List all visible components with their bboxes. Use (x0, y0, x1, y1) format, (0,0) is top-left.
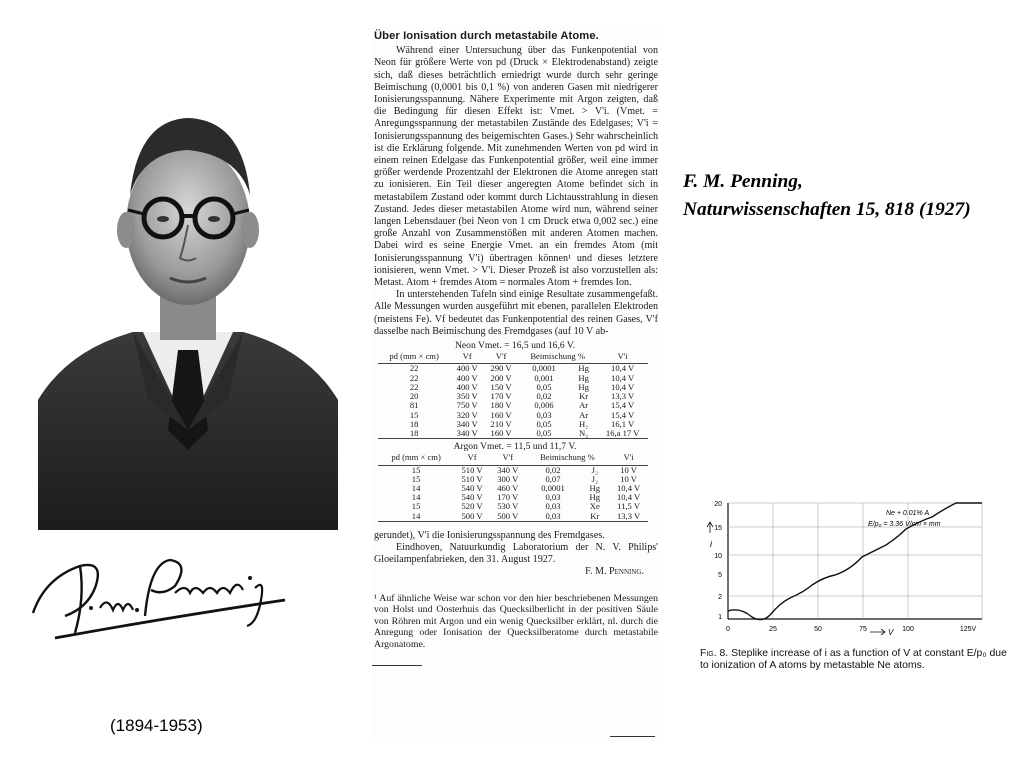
table-row (378, 383, 648, 392)
table-cell: 20 (409, 391, 419, 402)
article-paragraph-1: Während einer Untersuchung über das Funkenpotential von Neon für größere Werte von pd (Druck × Elektrodenabstand) zeigte sich, daß dieses beträchtlich erniedrigt wurde durch sehr geringe Beimischung (0,0001 bis 0,1 %) von anderen Gasen mit niedrigerer Ionisierungsspannung. Nähere Experimente mit Argon zeigten, daß die Bedingung für diesen Effekt ist: Vmet. > V'i. (Vmet. = Anregungsspannung der metastabilen Zustände des Edelgases; V'i = Ionisierungsspannung des beigemischten Gases.) Sehr wahrscheinlich ist die Erklärung folgende. Mit zunehmenden Werten von pd wird in einem reinen Edelgase das Funkenpotential größer, weil eine immer größer werdende Prozentzahl der Elektronen die Atome anregen statt zu ionisieren. Ein Teil dieser angeregten Atome befindet sich in metastabilem Zustand oder kommt durch Lichtausstrahlung in diesen Zustand. Jedes dieser metastabilen Atome wird nun, während seiner langen Lebensdauer (bei Neon von 1 cm Druck etwa 0,002 sec.) eine große Anzahl von Zusammenstößen mit anderen Atomen machen. Dabei wird es seine Energie Vmet. an ein fremdes Atom (mit Ionisierungsspannung V'i) übertragen können¹ und dieses letztere ionisieren, wenn Vmet. > V'i. Dieser Prozeß ist also vorzustellen als: Metast. Atom + fremdes Atom = normales Atom + fremdes Ion. (374, 45, 658, 289)
table-cell: 510 V (461, 464, 483, 475)
table-cell: 15 (411, 464, 421, 475)
x-tick-0: 0 (726, 626, 730, 633)
col-beimischung: Beimischung % (526, 453, 610, 465)
x-tick-25: 25 (769, 626, 777, 633)
table-cell: 10,4 V (616, 482, 641, 493)
table-row (378, 429, 648, 439)
y-tick-1: 1 (718, 614, 722, 621)
figure-caption-label: Fig. 8. (700, 648, 729, 659)
table-cell: 530 V (497, 501, 519, 512)
lifespan-label: (1894-1953) (110, 716, 203, 735)
table-cell: 160 V (490, 409, 512, 420)
end-rule (610, 736, 655, 737)
table-row (378, 374, 648, 383)
figure-caption (700, 648, 1010, 672)
signature-image (25, 538, 295, 648)
y-tick-20: 20 (714, 501, 722, 508)
table-cell: 170 V (490, 391, 512, 402)
table-cell: 0,0001 (532, 363, 556, 374)
table-cell: 22 (409, 381, 419, 392)
table-cell: Kr (579, 391, 589, 402)
table-cell: N₂ (570, 429, 597, 439)
table-cell: 750 V (456, 400, 478, 411)
table-cell: 400 V (456, 363, 478, 374)
table-cell: 510 V (461, 473, 483, 484)
table-cell: Ar (579, 400, 589, 411)
y-tick-2: 2 (718, 594, 722, 601)
table-cell: 210 V (490, 418, 512, 429)
table-cell: 500 V (490, 512, 526, 522)
table-cell: 0,05 (518, 429, 570, 439)
article-paragraph-3: gerundet), V'i die Ionisierungsspannung des Fremdgases. (374, 529, 605, 541)
table-cell: H₂ (579, 418, 589, 429)
table-cell: 540 V (461, 492, 483, 503)
x-tick-50: 50 (814, 626, 822, 633)
table-cell: Ar (579, 409, 589, 420)
table-cell: 200 V (490, 372, 512, 383)
x-tick-75: 75 (859, 626, 867, 633)
table-cell: J₂ (591, 464, 598, 475)
col-pd: pd (mm × cm) (378, 453, 454, 465)
footnote-rule (372, 665, 422, 666)
table-cell: 0,0001 (541, 482, 565, 493)
table-cell: 0,07 (545, 473, 561, 484)
table-cell: 10,4 V (611, 372, 635, 383)
col-vi-prime: V'i (597, 352, 648, 364)
legend-field-ratio: E/p₀ = 3.36 V/cm × mm (868, 521, 941, 528)
table-row (378, 401, 648, 410)
table-row (378, 411, 648, 420)
article-title: Über Ionisation durch metastabile Atome. (374, 30, 599, 42)
col-vi-prime: V'i (609, 453, 648, 465)
y-tick-15: 15 (714, 525, 722, 532)
table-cell: 10 V (620, 473, 637, 484)
col-vf-prime: V'f (484, 352, 518, 364)
table-cell: Hg (578, 372, 589, 383)
table-cell: 290 V (490, 363, 512, 374)
table-cell: 160 V (484, 429, 518, 439)
table-cell: Hg (589, 492, 601, 503)
x-axis-arrow-icon (870, 629, 885, 635)
article-paragraph-2: In unterstehenden Tafeln sind einige Resultate zusammengefaßt. Alle Messungen wurden ausgeführt mit ebenen, parallelen Elektroden (meistens Fe). Vf bedeutet das Funkenpotential des reinen Gases, V'f dasselbe nach Beimischung des Fremdgases (auf 10 V ab- (374, 289, 658, 337)
article-paragraph-4: Eindhoven, Natuurkundig Laboratorium der N. V. Philips' Gloeilampenfabrieken, den 31. August 1927. (374, 541, 658, 566)
table-cell: 340 V (456, 418, 478, 429)
table-cell: 320 V (456, 409, 478, 420)
table-cell: 150 V (490, 381, 512, 392)
table-cell: 340 V (450, 429, 484, 439)
table-row (378, 512, 648, 522)
table-cell: 14 (411, 492, 421, 503)
neon-table (378, 352, 648, 439)
table-cell: 10,4 V (611, 363, 635, 374)
citation-journal: Naturwissenschaften 15, 818 (1927) (683, 199, 971, 220)
legend-gas-mix: Ne + 0.01% A (886, 510, 930, 517)
table-cell: 300 V (497, 473, 519, 484)
table-cell: 18 (378, 429, 450, 439)
y-axis-arrow-icon (707, 522, 713, 533)
col-vf-prime: V'f (490, 453, 526, 465)
table-cell: 340 V (497, 464, 519, 475)
table-cell: 0,05 (536, 418, 552, 429)
table-cell: 22 (409, 372, 419, 383)
table-cell: 14 (411, 482, 421, 493)
table-cell: 16,1 V (611, 418, 635, 429)
citation (683, 168, 1023, 224)
col-vf: Vf (450, 352, 484, 364)
table-cell: 13,3 V (611, 391, 635, 402)
y-tick-5: 5 (718, 572, 722, 579)
y-tick-10: 10 (714, 553, 722, 560)
table-cell: 15,4 V (611, 400, 635, 411)
table-cell: 0,03 (545, 492, 561, 503)
argon-table (378, 453, 648, 521)
table-cell: 520 V (461, 501, 483, 512)
table-row (378, 392, 648, 401)
table-cell: 0,02 (536, 391, 552, 402)
table-cell: 0,05 (536, 381, 552, 392)
table-cell: 540 V (461, 482, 483, 493)
citation-author: F. M. Penning, (683, 171, 803, 192)
table-cell: 0,001 (534, 372, 554, 383)
table-cell: 11,5 V (617, 501, 641, 512)
table-cell: 10 V (620, 464, 637, 475)
table-cell: Xe (589, 501, 600, 512)
table-cell: 180 V (490, 400, 512, 411)
table-cell: Kr (580, 512, 609, 522)
table-cell: 350 V (456, 391, 478, 402)
article-author: F. M. Penning. (585, 566, 644, 578)
table-cell: 400 V (456, 372, 478, 383)
portrait-photo (38, 100, 338, 530)
y-axis-label: i (710, 539, 712, 549)
table-cell: Hg (589, 482, 601, 493)
table-row (378, 364, 648, 374)
table-cell: 13,3 V (609, 512, 648, 522)
col-beimischung: Beimischung % (518, 352, 597, 364)
table-cell: 0,03 (545, 501, 561, 512)
article-footnote: ¹ Auf ähnliche Weise war schon vor den hier beschriebenen Messungen von Holst und Oosterhuis das Quecksilberlicht in der positiven Säule von Röhren mit Argon und ein wenig Quecksilber erklärt, nl. durch die Anregung oder Ionisation der Quecksilberatome durch metastabile Argonatome. (374, 592, 658, 650)
table-cell: 15 (411, 473, 421, 484)
table-cell: 500 V (454, 512, 490, 522)
table-cell: 16,a 17 V (597, 429, 648, 439)
x-tick-100: 100 (902, 626, 914, 633)
x-tick-125: 125V (959, 626, 977, 633)
table-cell: 81 (409, 400, 419, 411)
col-pd: pd (mm × cm) (378, 352, 450, 364)
article-scan (372, 26, 658, 741)
table-cell: Hg (578, 363, 589, 374)
table-cell: 18 (409, 418, 419, 429)
table-cell: J₂ (591, 473, 598, 484)
table-cell: 10,4 V (616, 492, 641, 503)
table-cell: 15 (409, 409, 419, 420)
table-cell: 14 (378, 512, 454, 522)
table-cell: 22 (409, 363, 419, 374)
x-axis-label: V (888, 628, 894, 637)
table-cell: 170 V (497, 492, 519, 503)
table-cell: 0,006 (534, 400, 554, 411)
argon-table-caption: Argon Vmet. = 11,5 und 11,7 V. (453, 441, 577, 453)
current-curve (728, 503, 982, 620)
table-cell: 10,4 V (611, 381, 635, 392)
figure-8-plot (700, 495, 1000, 640)
col-vf: Vf (454, 453, 490, 465)
figure-caption-text: Steplike increase of i as a function of V at constant E/p₀ due to ionization of A atoms by metastable Ne atoms. (700, 648, 1007, 671)
neon-table-caption: Neon Vmet. = 16,5 und 16,6 V. (454, 340, 575, 352)
table-cell: 460 V (497, 482, 519, 493)
table-cell: 0,03 (526, 512, 581, 522)
table-cell: 0,03 (536, 409, 552, 420)
table-cell: 400 V (456, 381, 478, 392)
table-cell: 15 (411, 501, 421, 512)
table-cell: 0,02 (545, 464, 561, 475)
table-cell: Hg (578, 381, 589, 392)
table-cell: 15,4 V (611, 409, 635, 420)
